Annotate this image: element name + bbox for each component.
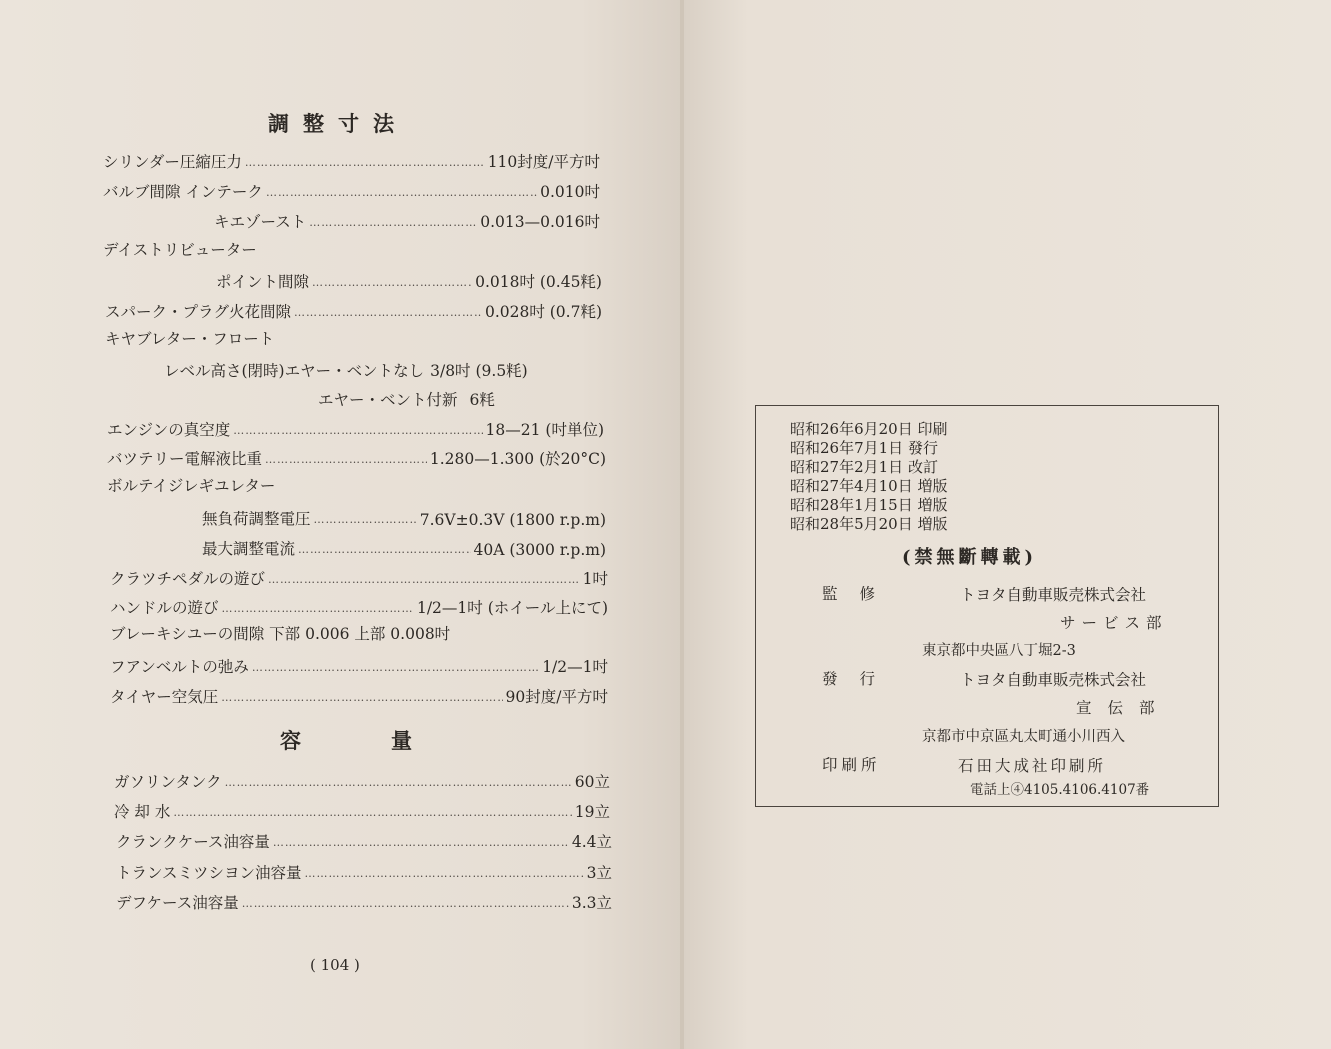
spec-row: デイストリビューター bbox=[103, 241, 257, 259]
supervision-label: 監修 bbox=[822, 585, 898, 603]
capacity-row: デフケース油容量 …………………………………………………………………………………………………………………………………… 3.3立 bbox=[116, 887, 612, 913]
spec-row: 最大調整電流 …………………………………………………………………………………………………………………………………… 40A (3000 r.p.m) bbox=[202, 533, 606, 559]
publisher-company: トヨタ自動車販売株式会社 bbox=[960, 671, 1147, 689]
heading-adjustments: 調整寸法 bbox=[268, 111, 408, 136]
capacity-row: クランクケース油容量 …………………………………………………………………………………………………………………………………… 4.4立 bbox=[116, 826, 612, 852]
spec-row: スパーク・プラグ火花間隙 …………………………………………………………………………………………………………………………………… 0.028吋 (0.7粍) bbox=[105, 296, 602, 322]
capacity-row: ガソリンタンク …………………………………………………………………………………………………………………………………… 60立 bbox=[114, 766, 610, 792]
spec-row: エンジンの真空度 …………………………………………………………………………………………………………………………………… 18—21 (吋単位) bbox=[107, 414, 604, 440]
date-line: 昭和26年7月1日 發行 bbox=[790, 439, 938, 457]
supervisor-dept: サービス部 bbox=[1060, 614, 1168, 632]
supervisor-address: 東京都中央區八丁堀2-3 bbox=[922, 643, 1076, 659]
heading-capacity: 容量 bbox=[280, 728, 502, 753]
spec-row: ハンドルの遊び …………………………………………………………………………………………………………………………………… 1/2—1吋 (ホイール上にて) bbox=[110, 592, 608, 618]
spec-row: シリンダー圧縮圧力 …………………………………………………………………………………………………………………………………… 110封度/平方吋 bbox=[103, 146, 600, 172]
publisher-address: 京都市中京區丸太町通小川西入 bbox=[922, 729, 1125, 745]
spec-row: バルブ間隙 インテーク …………………………………………………………………………………………………………………………………… 0.010吋 bbox=[103, 176, 600, 202]
spec-row: バツテリー電解液比重 …………………………………………………………………………………………………………………………………… 1.280—1.300 (於20°C) bbox=[107, 443, 606, 469]
spec-row: ブレーキシユーの間隙 下部 0.006 上部 0.008吋 bbox=[110, 625, 451, 643]
spec-row: キエゾースト …………………………………………………………………………………………………………………………………… 0.013—0.016吋 bbox=[214, 206, 600, 232]
colophon-box bbox=[755, 405, 1219, 807]
spec-row: ボルテイジレギユレター bbox=[107, 477, 276, 495]
printer-name: 石田大成社印刷所 bbox=[958, 757, 1107, 775]
publisher-dept: 宣伝部 bbox=[1076, 699, 1171, 717]
printer-phone: 電話上④4105.4106.4107番 bbox=[970, 782, 1150, 798]
spec-row: クラツチペダルの遊び …………………………………………………………………………………………………………………………………… 1吋 bbox=[110, 563, 608, 589]
reprint-notice: (禁無斷轉載) bbox=[902, 547, 1038, 568]
spec-row: レベル高さ(閉時)エヤー・ベントなし 3/8吋 (9.5粍) bbox=[164, 362, 528, 380]
capacity-row: 冷 却 水 …………………………………………………………………………………………………………………………………… 19立 bbox=[114, 796, 610, 822]
date-line: 昭和28年5月20日 増版 bbox=[790, 515, 948, 533]
spec-row: フアンベルトの弛み …………………………………………………………………………………………………………………………………… 1/2—1吋 bbox=[110, 651, 608, 677]
date-line: 昭和27年2月1日 改訂 bbox=[790, 458, 938, 476]
date-line: 昭和26年6月20日 印刷 bbox=[790, 420, 948, 438]
spec-row: 無負荷調整電圧 …………………………………………………………………………………………………………………………………… 7.6V±0.3V (1800 r.p.m) bbox=[202, 503, 606, 529]
spec-row: エヤー・ベント付新 6粍 bbox=[318, 391, 495, 409]
date-line: 昭和28年1月15日 増版 bbox=[790, 496, 948, 514]
printer-label: 印刷所 bbox=[822, 756, 881, 774]
publisher-label: 發行 bbox=[822, 670, 898, 688]
supervisor-company: トヨタ自動車販売株式会社 bbox=[960, 586, 1147, 604]
spec-row: タイヤー空気圧 …………………………………………………………………………………………………………………………………… 90封度/平方吋 bbox=[110, 681, 608, 707]
spec-row: ポイント間隙 …………………………………………………………………………………………………………………………………… 0.018吋 (0.45粍) bbox=[216, 266, 602, 292]
spec-row: キヤブレター・フロート bbox=[105, 330, 275, 348]
capacity-row: トランスミツシヨン油容量 …………………………………………………………………………………………………………………………………… 3立 bbox=[116, 857, 612, 883]
page-number: ( 104 ) bbox=[310, 956, 360, 974]
date-line: 昭和27年4月10日 増版 bbox=[790, 477, 948, 495]
